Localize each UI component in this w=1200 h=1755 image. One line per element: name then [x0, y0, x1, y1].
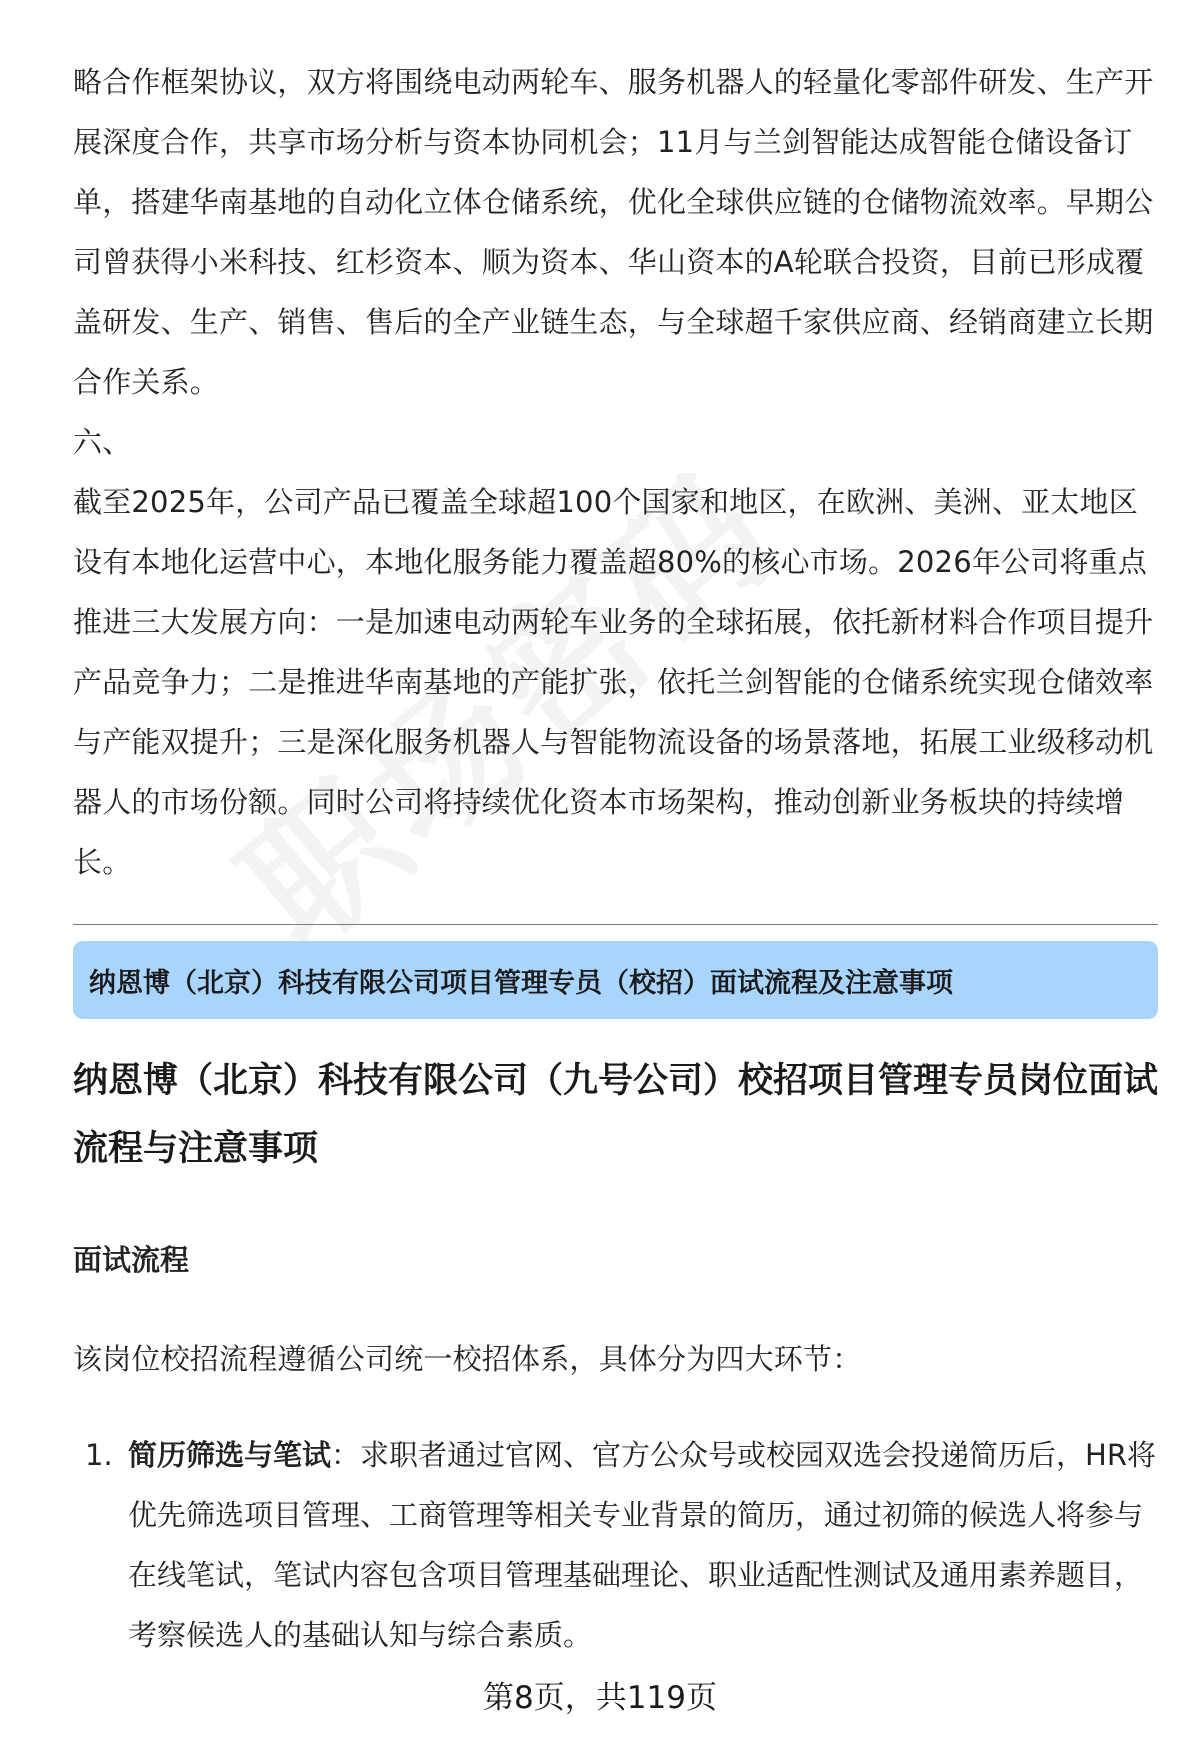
- divider: [73, 924, 1158, 925]
- list-item-title: 简历筛选与笔试: [128, 1438, 332, 1472]
- section-number-six: 六、: [73, 425, 132, 459]
- banner-title: 纳恩博（北京）科技有限公司项目管理专员（校招）面试流程及注意事项: [89, 967, 953, 999]
- intro-text: 该岗位校招流程遵循公司统一校招体系，具体分为四大环节：: [73, 1342, 862, 1376]
- main-heading: 纳恩博（北京）科技有限公司（九号公司）校招项目管理专员岗位面试流程与注意事项: [73, 1061, 1159, 1169]
- paragraph-outlook: 截至2025年，公司产品已覆盖全球超100个国家和地区，在欧洲、美洲、亚太地区设有本地化运营中心，本地化服务能力覆盖超80%的核心市场。2026年公司将重点推进三大发展方向：一是加速电动两轮车业务的全球拓展，依托新材料合作项目提升产品竞争力；二是推进华南基地的产能扩张，依托兰剑智能的仓储系统实现仓储效率与产能双提升；三是深化服务机器人与智能物流设备的场景落地，拓展工业级移动机器人的市场份额。同时公司将持续优化资本市场架构，推动创新业务板块的持续增长。: [73, 485, 1154, 879]
- list-item: [73, 1425, 1158, 1665]
- page-footer: 第8页，共119页: [483, 1680, 717, 1716]
- list-item-body: [128, 1425, 1158, 1665]
- list-item-text: ：求职者通过官网、官方公众号或校园双选会投递简历后，HR将优先筛选项目管理、工商管理等相关专业背景的简历，通过初筛的候选人将参与在线笔试，笔试内容包含项目管理基础理论、职业适配性测试及通用素养题目，考察候选人的基础认知与综合素质。: [128, 1438, 1156, 1652]
- section-heading: 面试流程: [73, 1243, 190, 1277]
- section-banner: [73, 941, 1158, 1019]
- list-item-number: 1.: [85, 1438, 113, 1472]
- document-body: [73, 52, 1158, 1665]
- paragraph-cooperation: 略合作框架协议，双方将围绕电动两轮车、服务机器人的轻量化零部件研发、生产开展深度合作，共享市场分析与资本协同机会；11月与兰剑智能达成智能仓储设备订单，搭建华南基地的自动化立体仓储系统，优化全球供应链的仓储物流效率。早期公司曾获得小米科技、红杉资本、顺为资本、华山资本的A轮联合投资，目前已形成覆盖研发、生产、销售、售后的全产业链生态，与全球超千家供应商、经销商建立长期合作关系。: [73, 65, 1154, 399]
